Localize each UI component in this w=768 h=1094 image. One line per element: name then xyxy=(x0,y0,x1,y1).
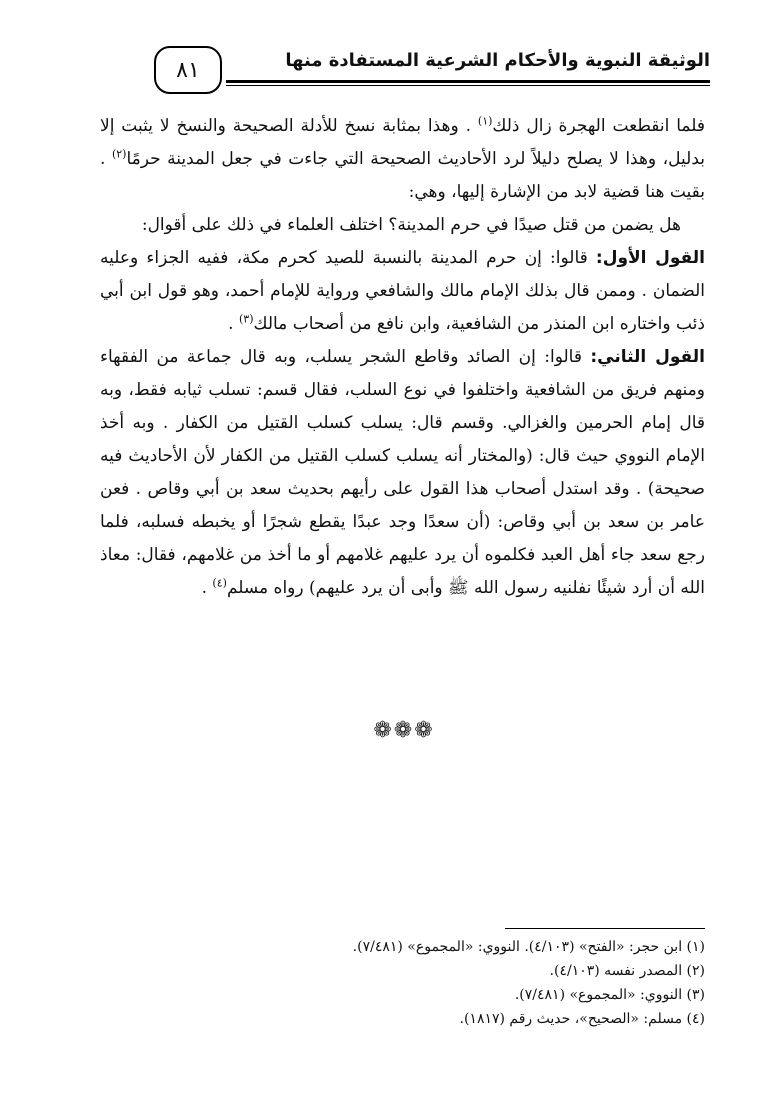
page-number: ٨١ xyxy=(154,46,222,94)
footnote-ref-2: (٢) xyxy=(111,147,127,161)
footnote-ref-4: (٤) xyxy=(212,576,227,590)
footnote-separator xyxy=(505,928,705,929)
section-ornament: ❁❁❁ xyxy=(373,718,435,743)
second-opinion-label: القول الثاني: xyxy=(590,347,705,367)
page-header xyxy=(150,40,710,100)
footnote-1: (١) ابن حجر: «الفتح» (٤/١٠٣). النووي: «المجموع» (٧/٤٨١). xyxy=(352,939,705,955)
footnote-ref-3: (٣) xyxy=(238,312,254,326)
header-rule-thin xyxy=(226,85,710,86)
first-opinion-label: القول الأول: xyxy=(595,248,705,268)
header-rule-thick xyxy=(226,80,710,83)
paragraph-4: القول الثاني: قالوا: إن الصائد وقاطع الشجر يسلب، وبه قال جماعة من الفقهاء ومنهم فريق من الشافعية واختلفوا في نوع السلب، فقال قسم: تسلب ثيابه فقط، وبه قال إمام الحرمين والغزالي. وقسم قال: يسلب كسلب القتيل من الكفار . وبه أخذ الإمام النووي حيث قال: (والمختار أنه يسلب كسلب القتيل من الكفار لأن الأحاديث فيه صحيحة) . وقد استدل أصحاب هذا القول على رأيهم بحديث سعد بن أبي وقاص . فعن عامر بن سعد بن أبي وقاص: (أن سعدًا وجد عبدًا يقطع شجرًا أو يخبطه فسلبه، فلما رجع سعد جاء أهل العبد فكلموه أن يرد عليهم غلامهم أو ما أخذ من غلامهم، فقال: معاذ الله أن أرد شيئًا نفلنيه رسول الله ﷺ وأبى أن يرد عليهم) رواه مسلم$^{(٤)}$ . xyxy=(100,347,705,598)
footnote-ref-1: (١) xyxy=(477,114,493,128)
footnote-2: (٢) المصدر نفسه (٤/١٠٣). xyxy=(549,963,705,979)
paragraph-2: هل يضمن من قتل صيدًا في حرم المدينة؟ اختلف العلماء في ذلك على أقوال: xyxy=(141,215,681,235)
footnotes xyxy=(100,935,705,1031)
paragraph-3: القول الأول: قالوا: إن حرم المدينة بالنسبة للصيد كحرم مكة، ففيه الجزاء وعليه الضمان . وممن قال بذلك الإمام مالك والشافعي ورواية للإمام أحمد، وهو قول ابن أبي ذئب واختاره ابن المنذر من الشافعية، وابن نافع من أصحاب مالك$^{(٣)}$ . xyxy=(100,248,705,334)
running-title: الوثيقة النبوية والأحكام الشرعية المستفادة منها xyxy=(285,50,710,71)
footnote-4: (٤) مسلم: «الصحيح»، حديث رقم (١٨١٧). xyxy=(459,1011,705,1027)
paragraph-1: فلما انقطعت الهجرة زال ذلك$^{(١)}$ . وهذا بمثابة نسخ للأدلة الصحيحة والنسخ لا يثبت إلا بدليل، وهذا لا يصلح دليلاً لرد الأحاديث الصحيحة التي جاءت في جعل المدينة حرمًا$^{(٢)}$ . بقيت هنا قضية لابد من الإشارة إليها، وهي: xyxy=(100,114,705,202)
main-text xyxy=(100,110,705,605)
footnote-3: (٣) النووي: «المجموع» (٧/٤٨١). xyxy=(514,987,705,1003)
